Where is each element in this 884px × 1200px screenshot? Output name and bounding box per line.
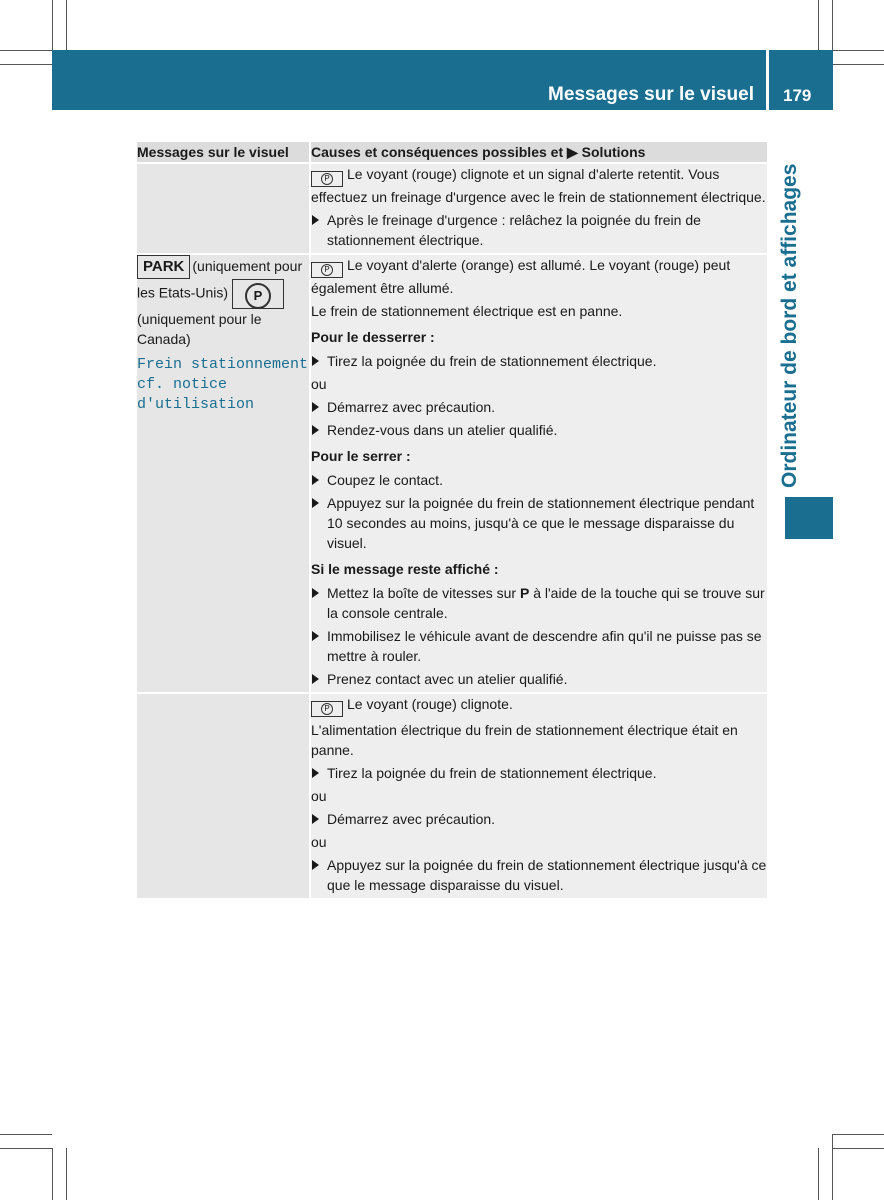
or-text: ou	[311, 376, 327, 392]
row1-intro: Le voyant (rouge) clignote et un signal d'alerte retentit. Vous effectuez un freinage d'urgence avec le frein de stationnement électrique.	[311, 166, 766, 205]
side-chapter-title: Ordinateur de bord et affichages	[778, 163, 801, 488]
crop-mark	[833, 1148, 884, 1149]
page-number: 179	[783, 86, 812, 105]
crop-mark	[66, 1148, 67, 1200]
col-header-solutions-label: Solutions	[581, 144, 646, 160]
parking-brake-indicator-icon: P	[311, 701, 343, 717]
subheading-release: Pour le desserrer :	[311, 329, 435, 345]
usa-note: (uniquement pour les Etats-Unis)	[137, 258, 303, 301]
list-item: Rendez-vous dans un atelier qualifié.	[311, 420, 767, 440]
row3-intro: Le voyant (rouge) clignote.	[347, 696, 513, 712]
list-item: Démarrez avec précaution.	[311, 397, 767, 417]
parking-brake-indicator-icon: P	[311, 262, 343, 278]
park-symbol-icon: PARK	[137, 255, 190, 279]
list-item: Appuyez sur la poignée du frein de stationnement électrique pendant 10 secondes au moins, jusqu'à ce que le message disparaisse du visuel.	[311, 493, 767, 553]
col-header-causes-label: Causes et conséquences possibles et	[311, 144, 564, 160]
or-text: ou	[311, 788, 327, 804]
solution-cell	[309, 162, 767, 253]
crop-mark	[833, 50, 884, 51]
list-item: Après le freinage d'urgence : relâchez la poignée du frein de stationnement électrique.	[311, 210, 767, 250]
row2-cause: Le frein de stationnement électrique est en panne.	[311, 303, 623, 319]
table-row	[137, 692, 767, 898]
canada-note: (uniquement pour le Canada)	[137, 311, 262, 347]
crop-mark	[818, 0, 819, 50]
gear-p-label: P	[519, 585, 530, 601]
list-item: Démarrez avec précaution.	[311, 809, 767, 829]
section-title: Messages sur le visuel	[548, 84, 754, 105]
display-message-text: Frein stationnement cf. notice d'utilisation	[137, 356, 309, 413]
list-item-text: Mettez la boîte de vitesses sur	[327, 585, 517, 601]
list-item-text: à l'aide de la touche qui se trouve sur la console centrale.	[327, 585, 765, 621]
or-text: ou	[311, 834, 327, 850]
row3-cause: L'alimentation électrique du frein de stationnement électrique était en panne.	[311, 722, 738, 758]
crop-mark	[0, 1148, 52, 1149]
crop-mark	[833, 64, 884, 65]
message-cell-empty	[137, 162, 309, 253]
crop-mark	[818, 1148, 819, 1200]
crop-mark	[832, 1134, 833, 1200]
row2-intro: Le voyant d'alerte (orange) est allumé. Le voyant (rouge) peut également être allumé.	[311, 257, 731, 296]
crop-mark	[0, 64, 52, 65]
crop-mark	[0, 1134, 52, 1135]
message-cell-empty	[137, 692, 309, 898]
subheading-still-displayed: Si le message reste affiché :	[311, 561, 499, 577]
table-row	[137, 253, 767, 692]
crop-mark	[832, 0, 833, 50]
parking-brake-indicator-icon: P	[311, 171, 343, 187]
page-header	[52, 50, 766, 110]
crop-mark	[52, 1148, 53, 1200]
col-header-causes	[309, 142, 767, 162]
solution-cell	[309, 692, 767, 898]
list-item: Appuyez sur la poignée du frein de stationnement électrique jusqu'à ce que le message disparaisse du visuel.	[311, 855, 767, 895]
table-header-row	[137, 142, 767, 162]
solution-cell	[309, 253, 767, 692]
list-item	[311, 583, 767, 623]
list-item: Tirez la poignée du frein de stationnement électrique.	[311, 763, 767, 783]
table-row	[137, 162, 767, 253]
parking-brake-symbol-icon: P	[232, 279, 284, 309]
page-number-box	[769, 50, 833, 110]
message-cell	[137, 253, 309, 692]
crop-mark	[66, 0, 67, 50]
list-item: Prenez contact avec un atelier qualifié.	[311, 669, 767, 689]
crop-mark	[833, 1134, 884, 1135]
side-tab-marker	[785, 497, 833, 539]
col-header-messages: Messages sur le visuel	[137, 142, 309, 162]
subheading-apply: Pour le serrer :	[311, 448, 411, 464]
crop-mark	[0, 50, 52, 51]
arrow-right-icon: ▶	[567, 144, 578, 160]
list-item: Immobilisez le véhicule avant de descendre afin qu'il ne puisse pas se mettre à rouler.	[311, 626, 767, 666]
crop-mark	[52, 0, 53, 50]
list-item: Coupez le contact.	[311, 470, 767, 490]
list-item: Tirez la poignée du frein de stationnement électrique.	[311, 351, 767, 371]
messages-table	[137, 142, 767, 898]
